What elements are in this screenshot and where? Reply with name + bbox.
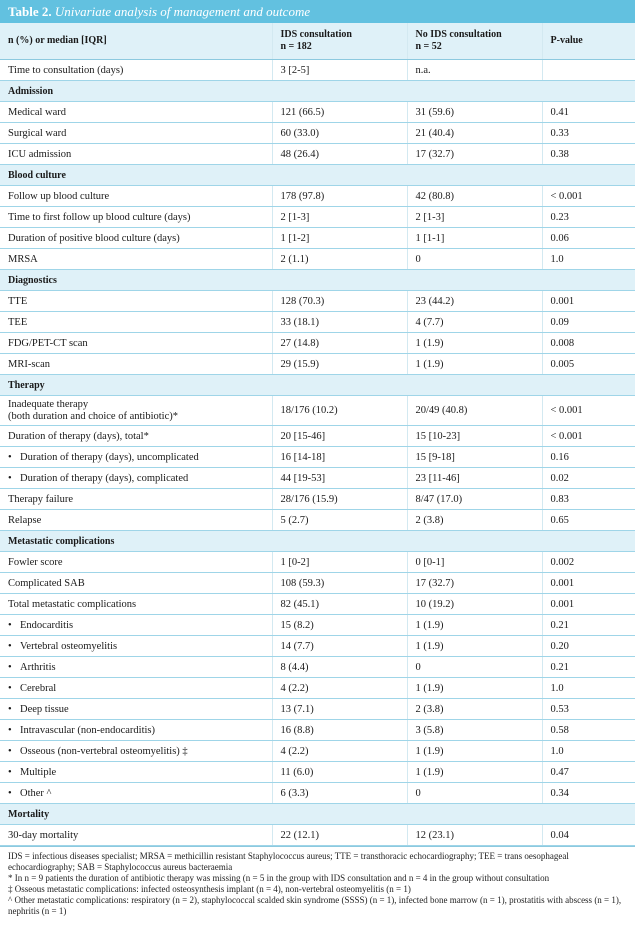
ids-value: 6 (3.3) <box>272 783 407 804</box>
p-value: 0.005 <box>542 354 635 375</box>
table-row <box>0 573 635 594</box>
ids-value: 4 (2.2) <box>272 741 407 762</box>
bullet-icon: • <box>8 703 12 715</box>
section-label: Diagnostics <box>0 270 635 291</box>
ids-value: 1 [1-2] <box>272 228 407 249</box>
p-value: 1.0 <box>542 249 635 270</box>
section-row <box>0 531 635 552</box>
row-label: Relapse <box>8 514 42 526</box>
no-ids-value: 15 [10-23] <box>407 426 542 447</box>
ids-value: 2 (1.1) <box>272 249 407 270</box>
ids-value: 18/176 (10.2) <box>272 396 407 426</box>
row-label: TTE <box>8 295 28 307</box>
header-col3-line2: n = 52 <box>415 41 442 52</box>
ids-value: 22 (12.1) <box>272 825 407 846</box>
no-ids-value: 1 (1.9) <box>407 333 542 354</box>
p-value: 0.34 <box>542 783 635 804</box>
bullet-icon: • <box>8 745 12 757</box>
ids-value: 108 (59.3) <box>272 573 407 594</box>
row-label: Cerebral <box>20 682 57 694</box>
table-row <box>0 291 635 312</box>
table-title <box>0 0 635 23</box>
ids-value: 14 (7.7) <box>272 636 407 657</box>
p-value: 0.53 <box>542 699 635 720</box>
ids-value: 16 (8.8) <box>272 720 407 741</box>
table-row <box>0 186 635 207</box>
no-ids-value: 0 <box>407 249 542 270</box>
row-label: Duration of therapy (days), uncomplicated <box>20 451 199 463</box>
ids-value: 8 (4.4) <box>272 657 407 678</box>
bullet-icon: • <box>8 661 12 673</box>
ids-value: 2 [1-3] <box>272 207 407 228</box>
row-label: Duration of therapy (days), total* <box>8 430 149 442</box>
row-label-cell <box>0 468 272 489</box>
p-value: 0.001 <box>542 291 635 312</box>
row-label: Osseous (non-vertebral osteomyelitis) ‡ <box>20 745 188 757</box>
row-label: Complicated SAB <box>8 577 85 589</box>
header-col1: n (%) or median [IQR] <box>0 23 272 60</box>
no-ids-value: 1 (1.9) <box>407 678 542 699</box>
row-label-cell <box>0 207 272 228</box>
bullet-icon: • <box>8 472 12 484</box>
table-title-label: Table 2. <box>8 4 52 19</box>
table-row <box>0 615 635 636</box>
header-col2 <box>272 23 407 60</box>
p-value: 0.20 <box>542 636 635 657</box>
row-label-cell <box>0 102 272 123</box>
table-row <box>0 510 635 531</box>
header-col3-line1: No IDS consultation <box>415 29 502 40</box>
table-row <box>0 825 635 846</box>
ids-value: 82 (45.1) <box>272 594 407 615</box>
ids-value: 48 (26.4) <box>272 144 407 165</box>
header-col3 <box>407 23 542 60</box>
p-value: < 0.001 <box>542 426 635 447</box>
row-label: Inadequate therapy <box>8 398 89 410</box>
header-col4: P-value <box>542 23 635 60</box>
table-row <box>0 636 635 657</box>
row-label: Arthritis <box>20 661 56 673</box>
no-ids-value: 1 (1.9) <box>407 615 542 636</box>
table-row <box>0 762 635 783</box>
section-label: Metastatic complications <box>0 531 635 552</box>
row-label-cell <box>0 354 272 375</box>
p-value: 0.21 <box>542 615 635 636</box>
no-ids-value: 2 [1-3] <box>407 207 542 228</box>
ids-value: 1 [0-2] <box>272 552 407 573</box>
bullet-icon: • <box>8 682 12 694</box>
bullet-icon: • <box>8 451 12 463</box>
p-value: 0.38 <box>542 144 635 165</box>
row-label-cell <box>0 657 272 678</box>
table-row <box>0 699 635 720</box>
table-row <box>0 657 635 678</box>
row-label-cell <box>0 741 272 762</box>
p-value: 0.001 <box>542 573 635 594</box>
bullet-icon: • <box>8 787 12 799</box>
row-label: Medical ward <box>8 106 67 118</box>
no-ids-value: 42 (80.8) <box>407 186 542 207</box>
table-row <box>0 720 635 741</box>
table-row <box>0 354 635 375</box>
table-row <box>0 741 635 762</box>
ids-value: 128 (70.3) <box>272 291 407 312</box>
row-label-cell <box>0 678 272 699</box>
no-ids-value: n.a. <box>407 60 542 81</box>
table-row <box>0 123 635 144</box>
no-ids-value: 1 (1.9) <box>407 636 542 657</box>
row-label-cell <box>0 573 272 594</box>
ids-value: 27 (14.8) <box>272 333 407 354</box>
table-row <box>0 144 635 165</box>
table-row <box>0 678 635 699</box>
table-row <box>0 447 635 468</box>
row-label-cell <box>0 228 272 249</box>
no-ids-value: 0 <box>407 657 542 678</box>
results-table <box>0 23 635 846</box>
row-label: Endocarditis <box>20 619 74 631</box>
section-row <box>0 270 635 291</box>
table-title-text: Univariate analysis of management and outcome <box>54 4 311 19</box>
row-label-cell <box>0 60 272 81</box>
no-ids-value: 17 (32.7) <box>407 144 542 165</box>
row-label-cell <box>0 720 272 741</box>
no-ids-value: 0 <box>407 783 542 804</box>
row-label-cell <box>0 144 272 165</box>
row-label-cell <box>0 762 272 783</box>
ids-value: 44 [19-53] <box>272 468 407 489</box>
header-col2-line2: n = 182 <box>280 41 312 52</box>
row-label: Other ^ <box>20 787 52 799</box>
p-value: 0.41 <box>542 102 635 123</box>
row-label-cell <box>0 333 272 354</box>
section-row <box>0 81 635 102</box>
bullet-icon: • <box>8 640 12 652</box>
p-value: 0.21 <box>542 657 635 678</box>
row-label-cell <box>0 123 272 144</box>
table-row <box>0 426 635 447</box>
table-row <box>0 396 635 426</box>
row-label-cell <box>0 783 272 804</box>
footnote: ‡ Osseous metastatic complications: infected osteosynthesis implant (n = 4), non-vertebral osteomyelitis (n = 1) <box>8 884 411 894</box>
p-value: 0.33 <box>542 123 635 144</box>
p-value: 0.83 <box>542 489 635 510</box>
row-label: Duration of therapy (days), complicated <box>20 472 189 484</box>
p-value: 0.09 <box>542 312 635 333</box>
table-footnotes <box>0 846 635 917</box>
table-body <box>0 23 635 846</box>
row-label-cell <box>0 825 272 846</box>
no-ids-value: 31 (59.6) <box>407 102 542 123</box>
no-ids-value: 2 (3.8) <box>407 699 542 720</box>
p-value: < 0.001 <box>542 396 635 426</box>
row-label-cell <box>0 249 272 270</box>
no-ids-value: 1 [1-1] <box>407 228 542 249</box>
row-label-cell <box>0 447 272 468</box>
ids-value: 29 (15.9) <box>272 354 407 375</box>
row-label: MRI-scan <box>8 358 50 370</box>
row-label-cell <box>0 594 272 615</box>
no-ids-value: 17 (32.7) <box>407 573 542 594</box>
no-ids-value: 2 (3.8) <box>407 510 542 531</box>
row-label: Surgical ward <box>8 127 67 139</box>
table-row <box>0 249 635 270</box>
row-label: ICU admission <box>8 148 72 160</box>
p-value: 1.0 <box>542 741 635 762</box>
section-label: Mortality <box>0 804 635 825</box>
no-ids-value: 23 [11-46] <box>407 468 542 489</box>
table-row <box>0 102 635 123</box>
p-value: 0.001 <box>542 594 635 615</box>
ids-value: 13 (7.1) <box>272 699 407 720</box>
ids-value: 16 [14-18] <box>272 447 407 468</box>
row-label-cell <box>0 396 272 426</box>
row-label: Follow up blood culture <box>8 190 110 202</box>
no-ids-value: 4 (7.7) <box>407 312 542 333</box>
bullet-icon: • <box>8 724 12 736</box>
table-row <box>0 594 635 615</box>
ids-value: 5 (2.7) <box>272 510 407 531</box>
row-label: FDG/PET-CT scan <box>8 337 88 349</box>
ids-value: 28/176 (15.9) <box>272 489 407 510</box>
ids-value: 60 (33.0) <box>272 123 407 144</box>
table-row <box>0 468 635 489</box>
ids-value: 11 (6.0) <box>272 762 407 783</box>
table-row <box>0 333 635 354</box>
ids-value: 20 [15-46] <box>272 426 407 447</box>
row-label: Time to consultation (days) <box>8 64 124 76</box>
p-value: 0.58 <box>542 720 635 741</box>
ids-value: 121 (66.5) <box>272 102 407 123</box>
p-value: 1.0 <box>542 678 635 699</box>
row-label: Vertebral osteomyelitis <box>20 640 118 652</box>
no-ids-value: 1 (1.9) <box>407 741 542 762</box>
row-label-cell <box>0 615 272 636</box>
no-ids-value: 21 (40.4) <box>407 123 542 144</box>
row-label-cell <box>0 489 272 510</box>
p-value: < 0.001 <box>542 186 635 207</box>
row-label: Time to first follow up blood culture (days) <box>8 211 191 223</box>
row-label: Fowler score <box>8 556 63 568</box>
p-value: 0.23 <box>542 207 635 228</box>
row-label-cell <box>0 699 272 720</box>
row-label: Intravascular (non-endocarditis) <box>20 724 155 736</box>
row-label-cell <box>0 186 272 207</box>
p-value: 0.008 <box>542 333 635 354</box>
row-label: Duration of positive blood culture (days) <box>8 232 180 244</box>
ids-value: 4 (2.2) <box>272 678 407 699</box>
section-label: Therapy <box>0 375 635 396</box>
bullet-icon: • <box>8 619 12 631</box>
row-label: Deep tissue <box>20 703 69 715</box>
section-label: Admission <box>0 81 635 102</box>
row-label-cell <box>0 552 272 573</box>
section-row <box>0 375 635 396</box>
table-row <box>0 207 635 228</box>
table-header-row <box>0 23 635 60</box>
row-label-cell <box>0 426 272 447</box>
no-ids-value: 0 [0-1] <box>407 552 542 573</box>
ids-value: 15 (8.2) <box>272 615 407 636</box>
ids-value: 178 (97.8) <box>272 186 407 207</box>
no-ids-value: 3 (5.8) <box>407 720 542 741</box>
row-label: 30-day mortality <box>8 829 79 841</box>
no-ids-value: 1 (1.9) <box>407 354 542 375</box>
row-label: Therapy failure <box>8 493 74 505</box>
no-ids-value: 23 (44.2) <box>407 291 542 312</box>
section-row <box>0 804 635 825</box>
p-value <box>542 60 635 81</box>
row-label: MRSA <box>8 253 38 265</box>
bullet-icon: • <box>8 766 12 778</box>
no-ids-value: 10 (19.2) <box>407 594 542 615</box>
row-label-cell <box>0 510 272 531</box>
ids-value: 3 [2-5] <box>272 60 407 81</box>
table-row <box>0 552 635 573</box>
p-value: 0.47 <box>542 762 635 783</box>
no-ids-value: 12 (23.1) <box>407 825 542 846</box>
section-label: Blood culture <box>0 165 635 186</box>
p-value: 0.16 <box>542 447 635 468</box>
no-ids-value: 15 [9-18] <box>407 447 542 468</box>
table-row <box>0 312 635 333</box>
p-value: 0.65 <box>542 510 635 531</box>
table-row <box>0 489 635 510</box>
row-label: TEE <box>8 316 28 328</box>
ids-value: 33 (18.1) <box>272 312 407 333</box>
row-label: Multiple <box>20 766 57 778</box>
table-row <box>0 783 635 804</box>
no-ids-value: 20/49 (40.8) <box>407 396 542 426</box>
p-value: 0.06 <box>542 228 635 249</box>
footnote: IDS = infectious diseases specialist; MRSA = methicillin resistant Staphylococcus aureus; TTE = transthoracic echocardiography; TEE = trans oesophageal echocardiography; SAB = Staphylococcus aureus bacteraemia <box>8 851 569 872</box>
no-ids-value: 1 (1.9) <box>407 762 542 783</box>
header-col2-line1: IDS consultation <box>280 29 352 40</box>
p-value: 0.04 <box>542 825 635 846</box>
row-label-cell <box>0 636 272 657</box>
row-label-cell <box>0 291 272 312</box>
section-row <box>0 165 635 186</box>
table-row <box>0 228 635 249</box>
footnote: * In n = 9 patients the duration of antibiotic therapy was missing (n = 5 in the group with IDS consultation and n = 4 in the group without consultation <box>8 873 550 883</box>
footnote: ^ Other metastatic complications: respiratory (n = 2), staphylococcal scalded skin syndrome (SSSS) (n = 1), infected bone marrow (n = 1), prostatitis with abscess (n = 1), nephritis (n = 1) <box>8 895 622 916</box>
row-label: Total metastatic complications <box>8 598 137 610</box>
row-label-cell <box>0 312 272 333</box>
p-value: 0.02 <box>542 468 635 489</box>
p-value: 0.002 <box>542 552 635 573</box>
table-row <box>0 60 635 81</box>
row-label-line2: (both duration and choice of antibiotic)* <box>8 410 178 422</box>
no-ids-value: 8/47 (17.0) <box>407 489 542 510</box>
